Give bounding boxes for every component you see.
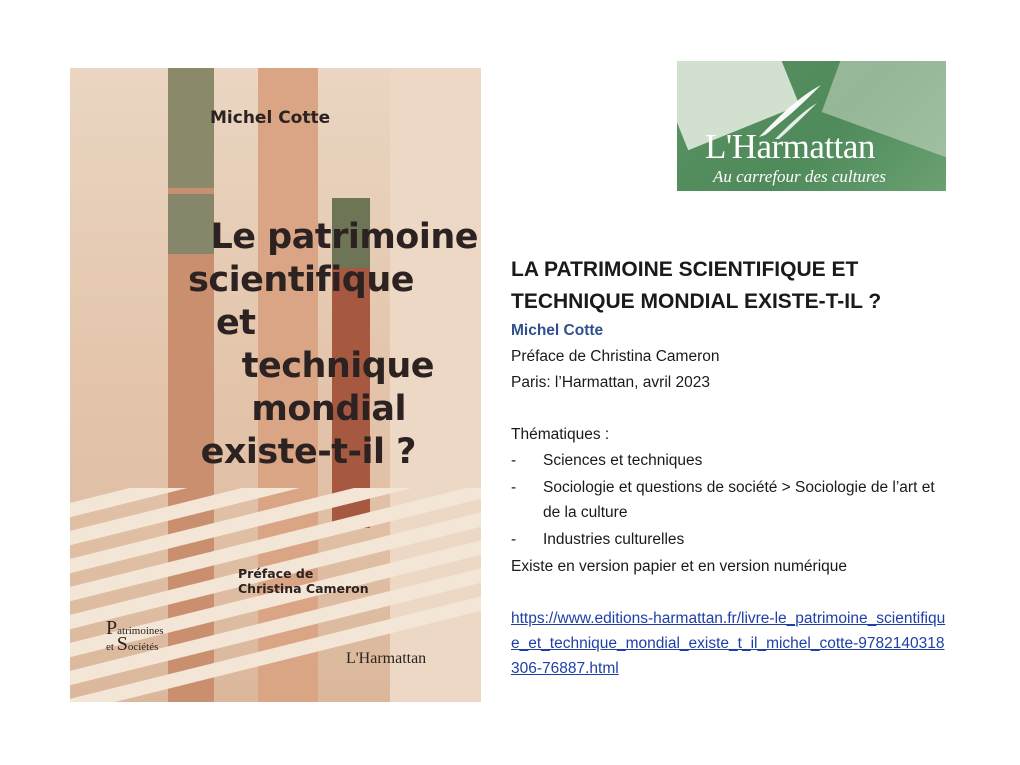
book-cover — [70, 68, 481, 702]
book-preface: Préface de Christina Cameron — [511, 348, 720, 365]
cover-preface — [238, 566, 369, 596]
harmattan-logo[interactable] — [677, 61, 946, 191]
theme-text: Industries culturelles — [543, 531, 685, 548]
cover-title-line: et — [216, 303, 256, 343]
book-url-link[interactable]: https://www.editions-harmattan.fr/livre-le_patrimoine_scientifique_et_technique_mondial_existe_t_il_michel_cotte-9782140318306-76887.html — [511, 610, 946, 677]
spacer — [511, 580, 951, 606]
cover-title — [118, 216, 478, 474]
book-publication: Paris: l’Harmattan, avril 2023 — [511, 374, 710, 391]
book-title-line: TECHNIQUE MONDIAL EXISTE-T-IL ? — [511, 290, 882, 313]
collection-word-et: et — [106, 641, 114, 653]
list-item — [511, 527, 951, 552]
list-dash: - — [511, 479, 517, 496]
cover-title-line: existe-t-il ? — [200, 432, 416, 472]
collection-word-2: ociétés — [127, 641, 159, 653]
cover-author: Michel Cotte — [210, 108, 331, 128]
book-availability: Existe en version papier et en version numérique — [511, 558, 848, 575]
book-author: Michel Cotte — [511, 322, 604, 339]
cover-title-line: mondial — [251, 389, 406, 429]
cover-title-line: Le patrimoine — [210, 217, 478, 257]
logo-tagline: Au carrefour des cultures — [713, 167, 886, 186]
book-title-line: LA PATRIMOINE SCIENTIFIQUE ET — [511, 258, 859, 281]
cover-preface-line: Christina Cameron — [238, 581, 369, 596]
list-item — [511, 448, 951, 473]
list-dash: - — [511, 531, 517, 548]
spacer — [511, 396, 951, 422]
collection-initial-s: S — [116, 633, 128, 655]
theme-text: Sociologie et questions de société > Sociologie de l’art et de la culture — [543, 479, 935, 521]
themes-list — [511, 448, 951, 552]
list-item — [511, 475, 951, 525]
cover-collection-logo — [106, 617, 164, 655]
cover-publisher: L'Harmattan — [346, 650, 427, 667]
list-dash: - — [511, 452, 517, 469]
logo-name: L'Harmattan — [705, 127, 875, 166]
book-info — [511, 254, 951, 681]
cover-title-line: technique — [241, 346, 434, 386]
cover-title-line: scientifique — [188, 260, 414, 300]
cover-window-top — [168, 68, 214, 188]
theme-text: Sciences et techniques — [543, 452, 703, 469]
book-title — [511, 254, 951, 318]
cover-preface-line: Préface de — [238, 566, 314, 581]
collection-initial-p: P — [106, 617, 118, 639]
collection-word-1: atrimoines — [117, 625, 164, 637]
themes-label: Thématiques : — [511, 426, 610, 443]
